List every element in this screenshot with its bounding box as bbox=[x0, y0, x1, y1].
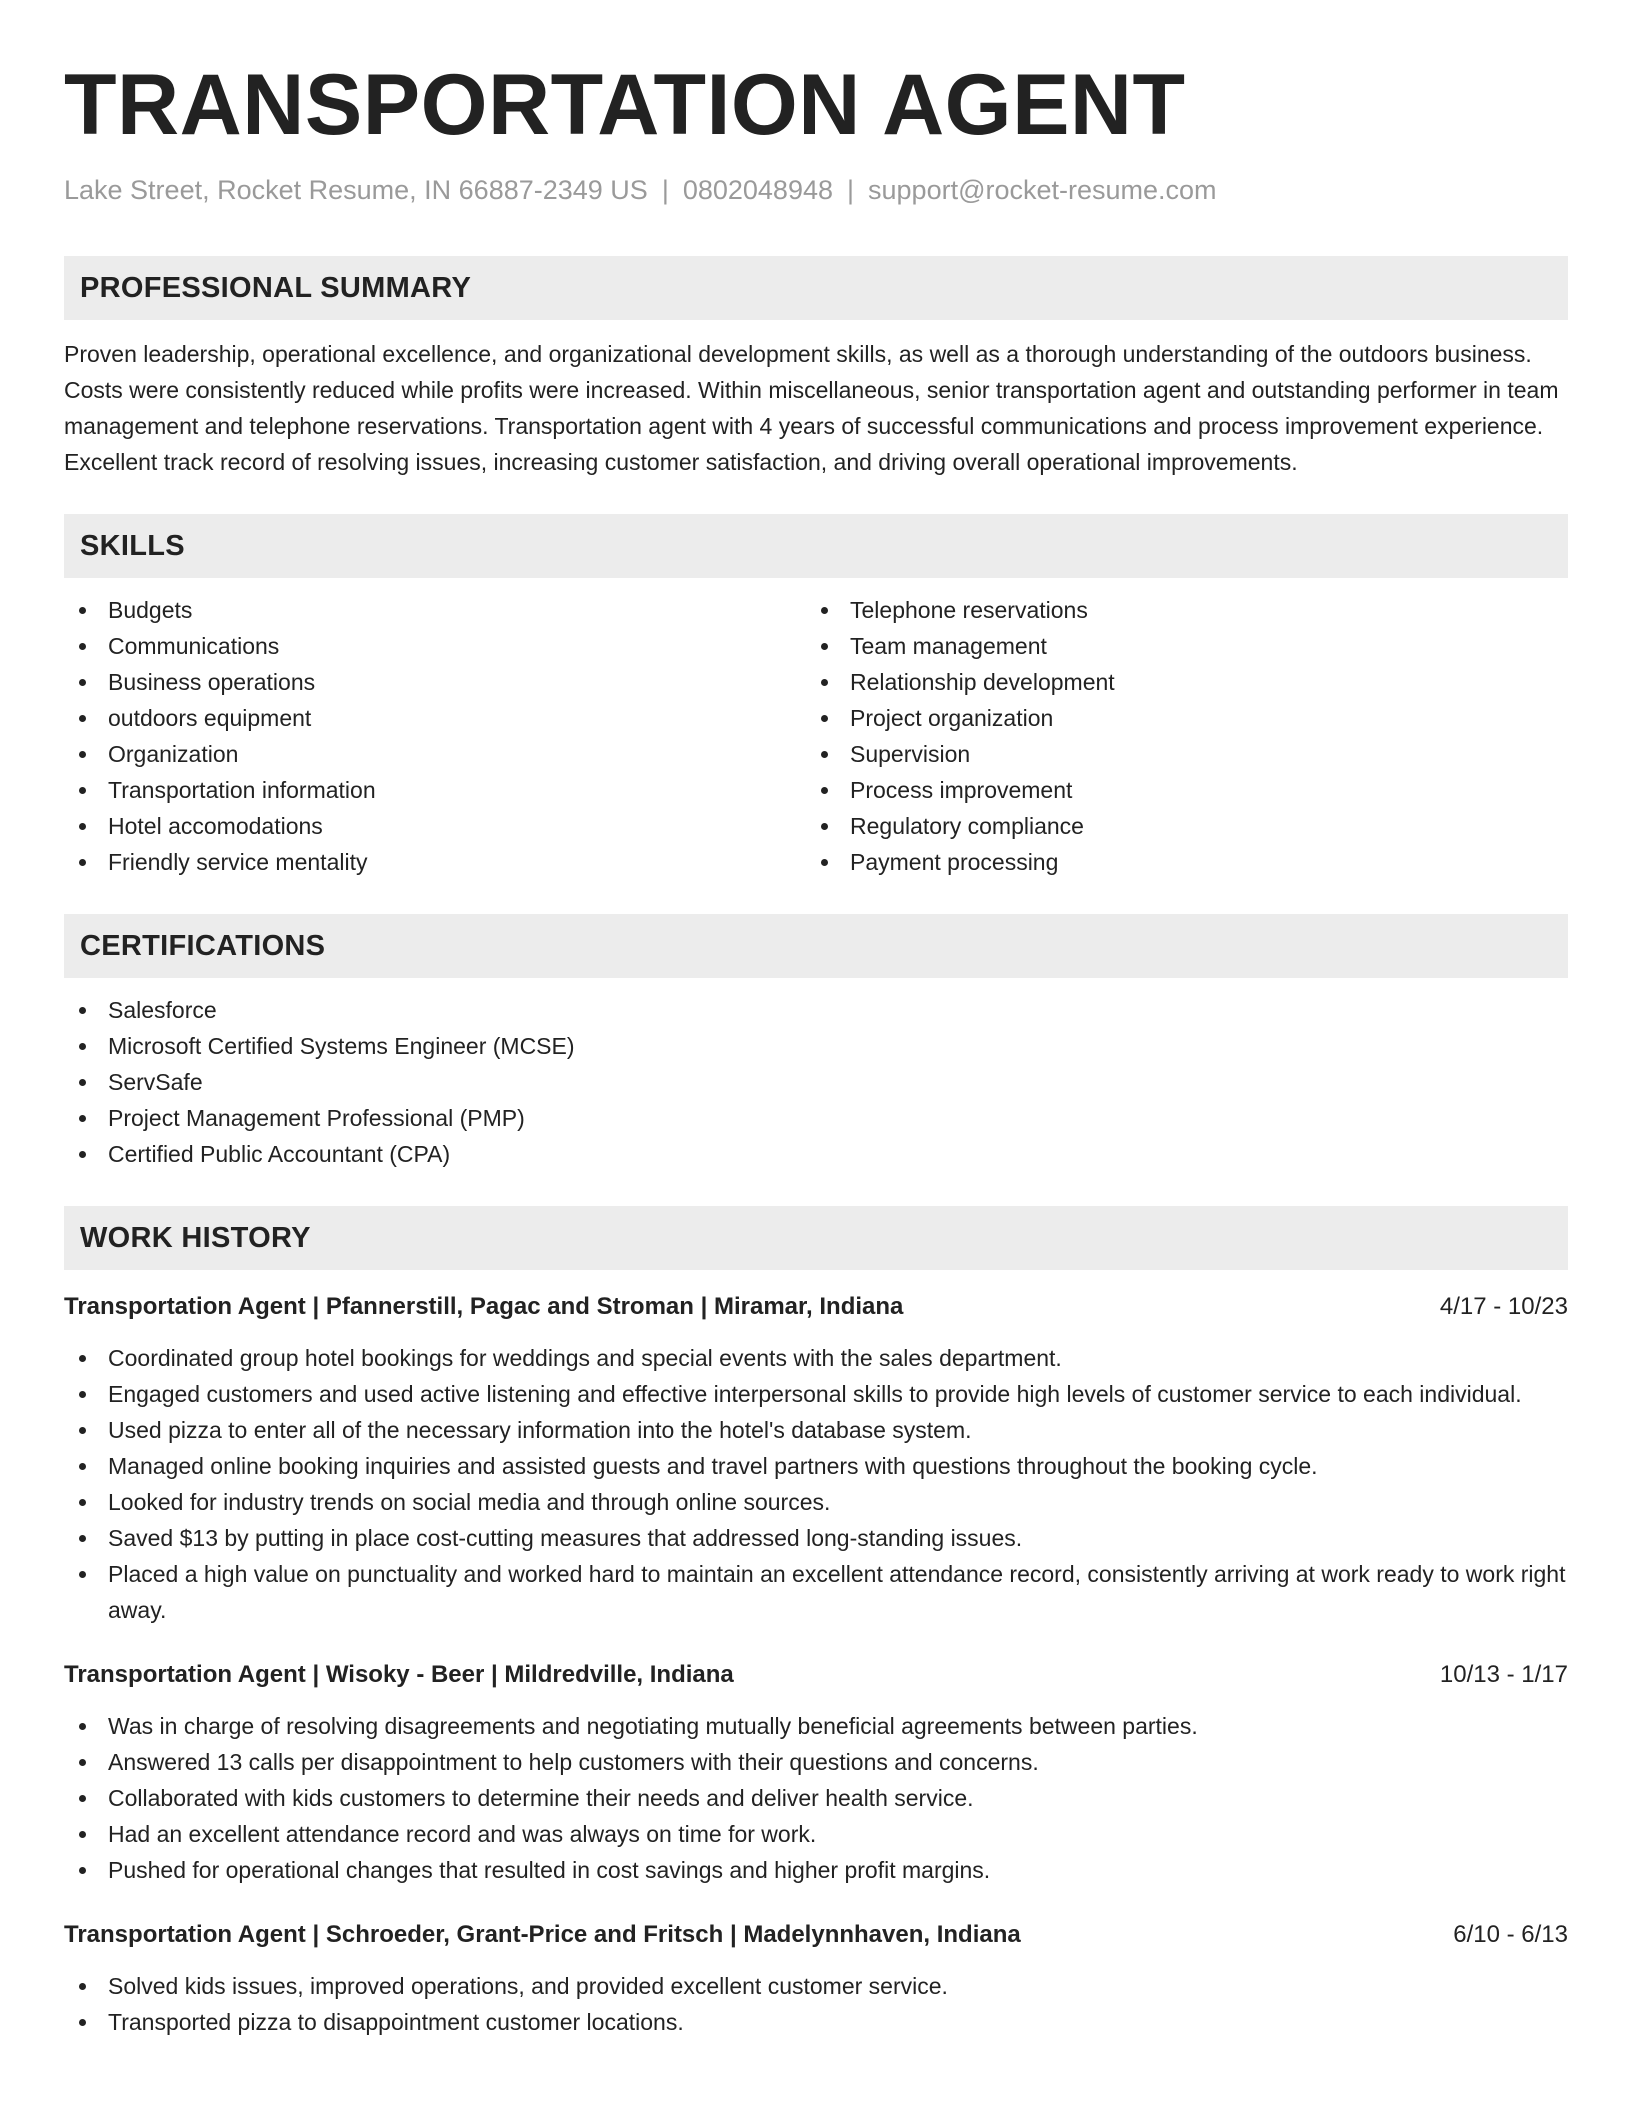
job-dates: 10/13 - 1/17 bbox=[1439, 1661, 1568, 1688]
section-header-work-history: WORK HISTORY bbox=[64, 1206, 1568, 1270]
resume-name: TRANSPORTATION AGENT bbox=[64, 57, 1186, 153]
section-header-skills: SKILLS bbox=[64, 514, 1568, 578]
skill-item: Relationship development bbox=[806, 664, 1548, 700]
job-bullets bbox=[64, 1968, 1568, 2040]
work-history-list bbox=[64, 1290, 1568, 2040]
job-bullet: Placed a high value on punctuality and worked hard to maintain an excellent attendance record, consistently arriving at work ready to work right away. bbox=[64, 1556, 1568, 1628]
job-bullet: Coordinated group hotel bookings for weddings and special events with the sales department. bbox=[64, 1340, 1568, 1376]
job-title: Transportation Agent | Pfannerstill, Pagac and Stroman | Miramar, Indiana bbox=[64, 1293, 904, 1320]
certification-item: Project Management Professional (PMP) bbox=[64, 1100, 1568, 1136]
skill-item: Process improvement bbox=[806, 772, 1548, 808]
contact-separator: | bbox=[661, 175, 669, 205]
job-bullet: Was in charge of resolving disagreements and negotiating mutually beneficial agreements between parties. bbox=[64, 1708, 1568, 1744]
skill-item: Project organization bbox=[806, 700, 1548, 736]
job-entry bbox=[64, 1290, 1568, 1628]
job-title: Transportation Agent | Schroeder, Grant-Price and Fritsch | Madelynnhaven, Indiana bbox=[64, 1921, 1021, 1948]
job-bullet: Managed online booking inquiries and assisted guests and travel partners with questions throughout the booking cycle. bbox=[64, 1448, 1568, 1484]
phone: 0802048948 bbox=[682, 175, 833, 205]
skills-column-right bbox=[806, 592, 1548, 880]
address: Lake Street, Rocket Resume, IN 66887-2349 US bbox=[64, 175, 648, 205]
skill-item: Organization bbox=[64, 736, 806, 772]
certification-item: ServSafe bbox=[64, 1064, 1568, 1100]
skill-item: Payment processing bbox=[806, 844, 1548, 880]
job-bullet: Transported pizza to disappointment customer locations. bbox=[64, 2004, 1568, 2040]
certification-item: Certified Public Accountant (CPA) bbox=[64, 1136, 1568, 1172]
resume-page bbox=[64, 54, 1568, 2040]
email: support@rocket-resume.com bbox=[868, 175, 1217, 205]
section-header-summary: PROFESSIONAL SUMMARY bbox=[64, 256, 1568, 320]
skill-item: Business operations bbox=[64, 664, 806, 700]
job-bullet: Solved kids issues, improved operations, and provided excellent customer service. bbox=[64, 1968, 1568, 2004]
job-bullet: Saved $13 by putting in place cost-cutting measures that addressed long-standing issues. bbox=[64, 1520, 1568, 1556]
skill-item: Transportation information bbox=[64, 772, 806, 808]
certifications-list bbox=[64, 992, 1568, 1172]
summary-text: Proven leadership, operational excellence, and organizational development skills, as well as a thorough understanding of the outdoors business. Costs were consistently reduced while profits were increased. Within miscellaneous, senior transportation agent and outstanding performer in team management and telephone reservations. Transportation agent with 4 years of successful communications and process improvement experience. Excellent track record of resolving issues, increasing customer satisfaction, and driving overall operational improvements. bbox=[64, 341, 1559, 475]
contact-separator: | bbox=[847, 175, 855, 205]
skills-column-left bbox=[64, 592, 806, 880]
job-entry bbox=[64, 1658, 1568, 1888]
job-header bbox=[64, 1918, 1568, 1952]
job-header bbox=[64, 1658, 1568, 1692]
skill-item: Telephone reservations bbox=[806, 592, 1548, 628]
skill-item: Friendly service mentality bbox=[64, 844, 806, 880]
job-bullet: Engaged customers and used active listening and effective interpersonal skills to provide high levels of customer service to each individual. bbox=[64, 1376, 1568, 1412]
skill-item: Budgets bbox=[64, 592, 806, 628]
contact-line bbox=[64, 172, 1568, 208]
certification-item: Microsoft Certified Systems Engineer (MCSE) bbox=[64, 1028, 1568, 1064]
job-bullet: Answered 13 calls per disappointment to help customers with their questions and concerns. bbox=[64, 1744, 1568, 1780]
job-bullets bbox=[64, 1340, 1568, 1628]
skill-item: Communications bbox=[64, 628, 806, 664]
certification-item: Salesforce bbox=[64, 992, 1568, 1028]
skill-item: outdoors equipment bbox=[64, 700, 806, 736]
job-bullet: Collaborated with kids customers to determine their needs and deliver health service. bbox=[64, 1780, 1568, 1816]
skills-grid bbox=[64, 592, 1568, 880]
job-bullets bbox=[64, 1708, 1568, 1888]
job-bullet: Pushed for operational changes that resulted in cost savings and higher profit margins. bbox=[64, 1852, 1568, 1888]
job-bullet: Had an excellent attendance record and was always on time for work. bbox=[64, 1816, 1568, 1852]
job-header bbox=[64, 1290, 1568, 1324]
skill-item: Regulatory compliance bbox=[806, 808, 1548, 844]
skill-item: Team management bbox=[806, 628, 1548, 664]
job-bullet: Used pizza to enter all of the necessary information into the hotel's database system. bbox=[64, 1412, 1568, 1448]
job-dates: 6/10 - 6/13 bbox=[1453, 1921, 1568, 1948]
job-dates: 4/17 - 10/23 bbox=[1439, 1293, 1568, 1320]
job-title: Transportation Agent | Wisoky - Beer | Mildredville, Indiana bbox=[64, 1661, 734, 1688]
job-bullet: Looked for industry trends on social media and through online sources. bbox=[64, 1484, 1568, 1520]
skill-item: Hotel accomodations bbox=[64, 808, 806, 844]
section-header-certifications: CERTIFICATIONS bbox=[64, 914, 1568, 978]
skill-item: Supervision bbox=[806, 736, 1548, 772]
job-entry bbox=[64, 1918, 1568, 2040]
